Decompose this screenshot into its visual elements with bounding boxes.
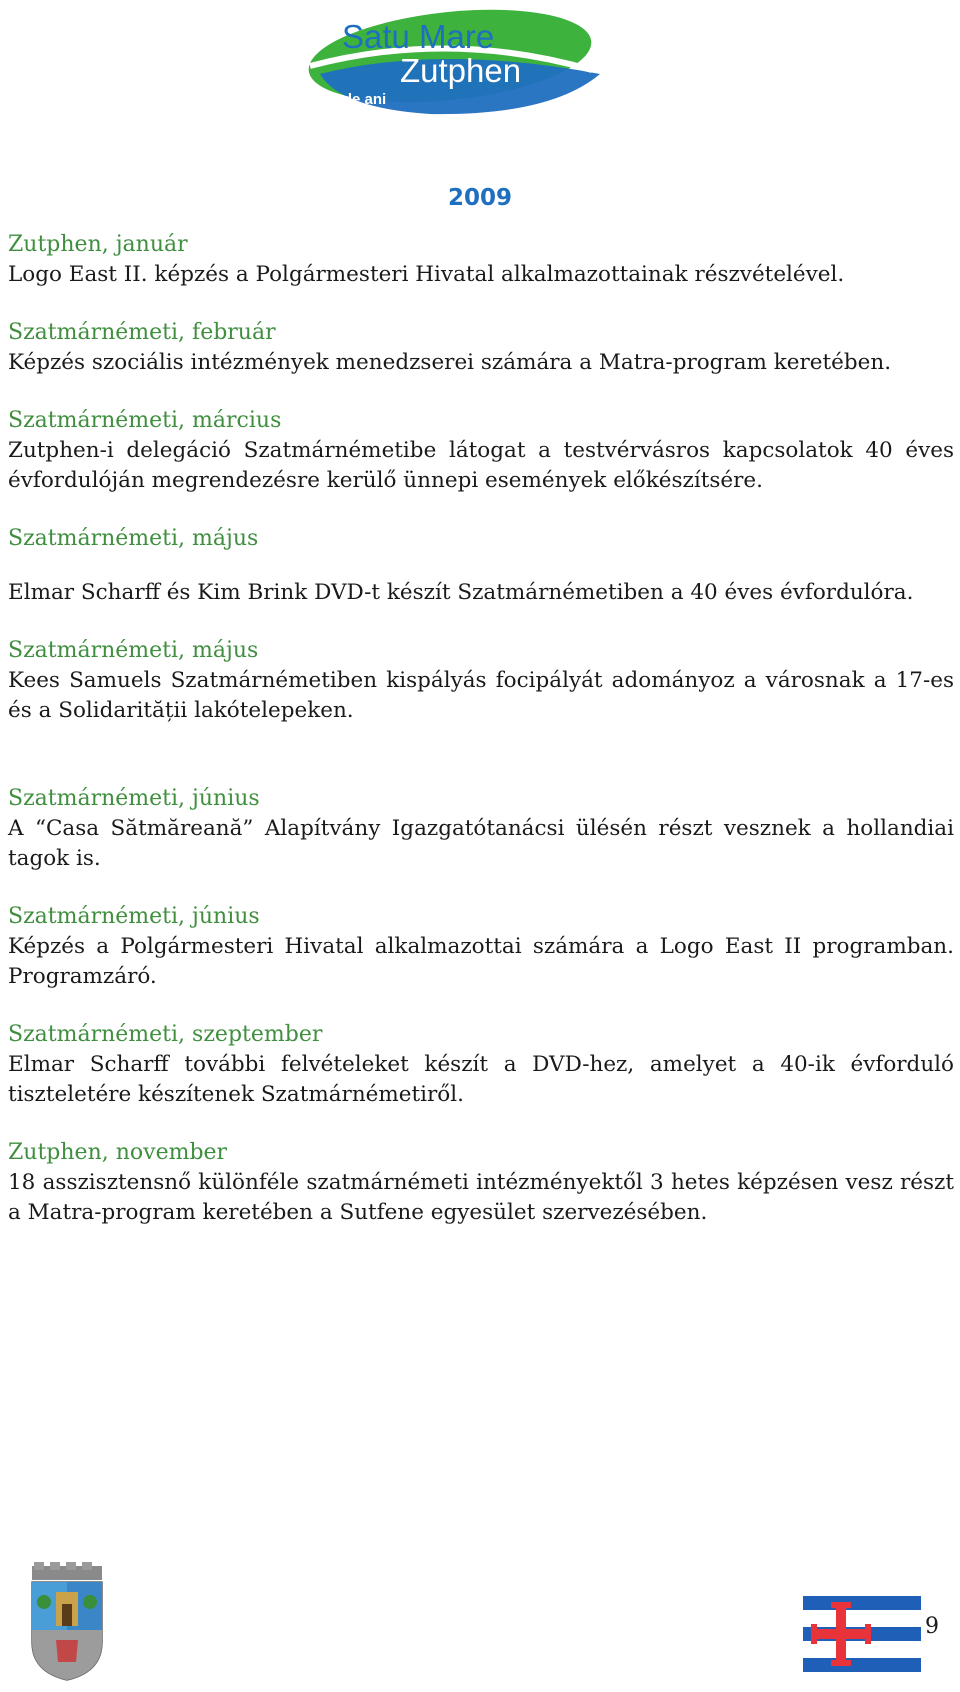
- zutphen-flag-icon: [803, 1596, 921, 1672]
- svg-text:40 de ani: 40 de ani: [322, 91, 387, 108]
- event-place-date: Zutphen, november: [8, 1140, 228, 1165]
- event-entry: [8, 1020, 954, 1110]
- event-place-date: Szatmárnémeti, május: [8, 638, 259, 663]
- year-heading: 2009: [447, 185, 512, 211]
- svg-text:Zutphen: Zutphen: [400, 52, 522, 89]
- event-description: Elmar Scharff és Kim Brink DVD-t készít Szatmárnémetiben a 40 éves évfordulóra.: [8, 580, 914, 605]
- event-entry: [8, 1138, 954, 1228]
- event-place-date: Szatmárnémeti, március: [8, 408, 282, 433]
- event-place-date: Szatmárnémeti, február: [8, 320, 276, 345]
- event-place-date: Szatmárnémeti, június: [8, 786, 260, 811]
- event-description: Kees Samuels Szatmárnémetiben kispályás focipályát adományoz a városnak a 17-es és a Solidarității lakótelepeken.: [8, 668, 954, 723]
- event-description: 18 asszisztensnő különféle szatmárnémeti intézményektől 3 hetes képzésen vesz részt a Matra-program keretében a Sutfene egyesület szervezésében.: [8, 1170, 954, 1225]
- event-description: Zutphen-i delegáció Szatmárnémetibe látogat a testvérvásros kapcsolatok 40 éves évfordulóján megrendezésre kerülő ünnepi események előkészítsére.: [8, 438, 954, 493]
- event-entry: [8, 636, 954, 726]
- event-list: [8, 230, 954, 1228]
- svg-text:Satu Mare: Satu Mare: [342, 18, 495, 55]
- event-entry: [8, 524, 954, 608]
- event-description: Elmar Scharff további felvételeket készít a DVD-hez, amelyet a 40-ik évforduló tiszteletére készítenek Szatmárnémetiről.: [8, 1052, 954, 1107]
- satu-mare-coat-of-arms-icon: [26, 1562, 108, 1682]
- event-entry: [8, 784, 954, 874]
- event-entry: [8, 406, 954, 496]
- event-entry: [8, 318, 954, 378]
- event-description: Képzés a Polgármesteri Hivatal alkalmazottai számára a Logo East II programban. Programzáró.: [8, 934, 954, 989]
- event-place-date: Szatmárnémeti, május: [8, 526, 259, 551]
- event-place-date: Zutphen, január: [8, 232, 188, 257]
- event-description: Képzés szociális intézmények menedzserei számára a Matra-program keretében.: [8, 350, 892, 375]
- event-place-date: Szatmárnémeti, szeptember: [8, 1022, 323, 1047]
- event-place-date: Szatmárnémeti, június: [8, 904, 260, 929]
- event-description: A “Casa Sătmăreană” Alapítvány Igazgatótanácsi ülésén részt vesznek a hollandiai tagok is.: [8, 816, 954, 871]
- event-description: Logo East II. képzés a Polgármesteri Hivatal alkalmazottainak részvételével.: [8, 262, 845, 287]
- event-entry: [8, 902, 954, 992]
- satu-mare-zutphen-logo: [300, 4, 610, 122]
- page-number: 9: [925, 1614, 939, 1639]
- event-entry: [8, 230, 954, 290]
